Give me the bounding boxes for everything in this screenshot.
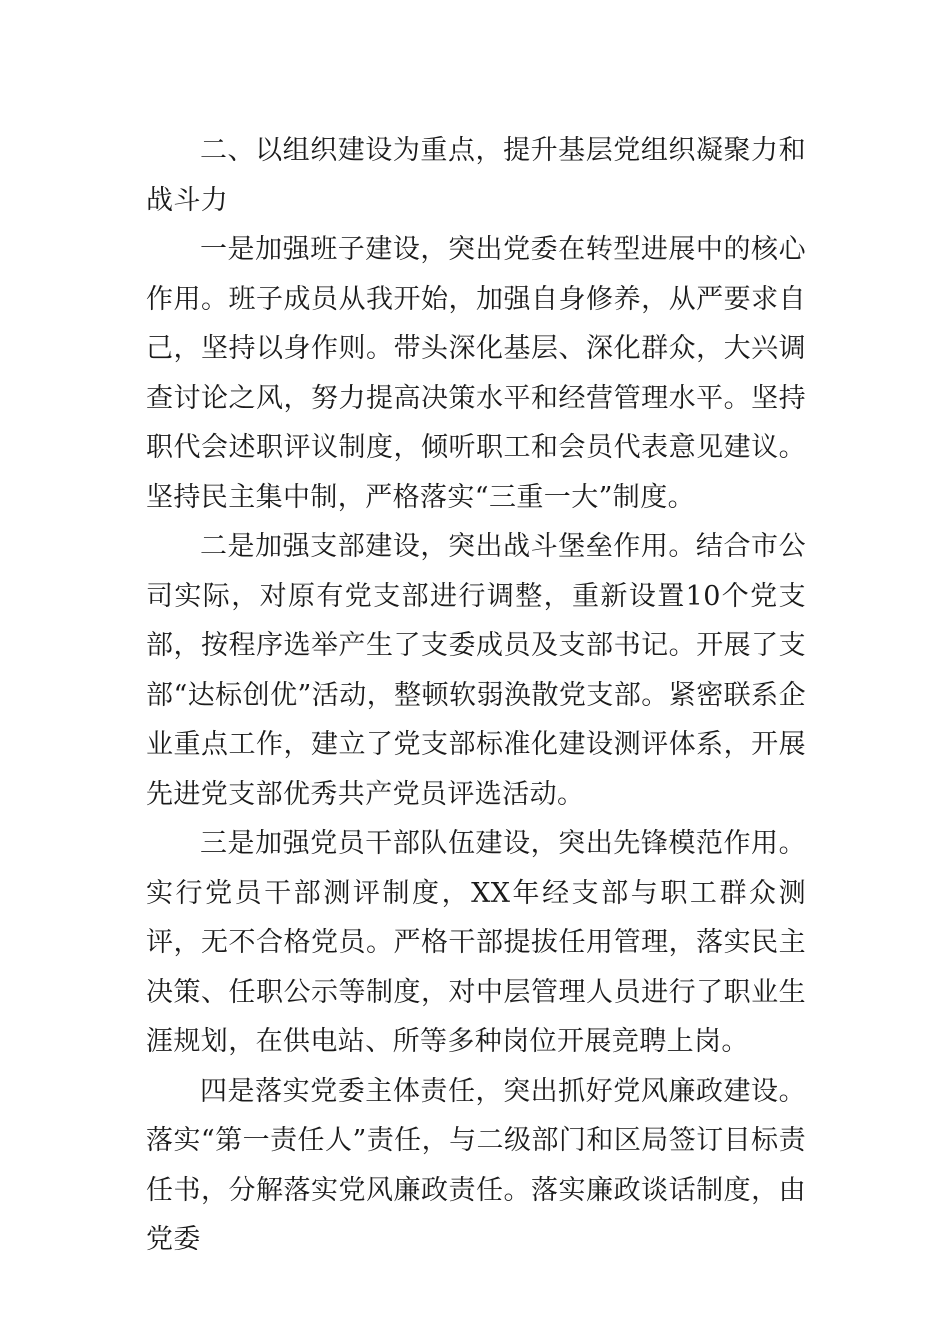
paragraph-branch-building: 二是加强支部建设，突出战斗堡垒作用。结合市公司实际，对原有党支部进行调整，重新设置10个党支部，按程序选举产生了支委成员及支部书记。开展了支部“达标创优”活动，整顿软弱涣散党支部。紧密联系企业重点工作，建立了党支部标准化建设测评体系，开展先进党支部优秀共产党员评选活动。 xyxy=(146,531,806,810)
paragraph-cadre-building: 三是加强党员干部队伍建设，突出先锋模范作用。实行党员干部测评制度，XX年经支部与职工群众测评，无不合格党员。严格干部提拔任用管理，落实民主决策、任职公示等制度，对中层管理人员进行了职业生涯规划，在供电站、所等多种岗位开展竞聘上岗。 xyxy=(146,828,806,1057)
document-body xyxy=(146,126,806,1265)
paragraph-team-building: 一是加强班子建设，突出党委在转型进展中的核心作用。班子成员从我开始，加强自身修养，从严要求自己，坚持以身作则。带头深化基层、深化群众，大兴调查讨论之风，努力提高决策水平和经营管理水平。坚持职代会述职评议制度，倾听职工和会员代表意见建议。坚持民主集中制，严格落实“三重一大”制度。 xyxy=(146,234,806,513)
paragraph-party-committee-responsibility: 四是落实党委主体责任，突出抓好党风廉政建设。落实“第一责任人”责任，与二级部门和区局签订目标责任书，分解落实党风廉政责任。落实廉政谈话制度，由党委 xyxy=(146,1075,806,1255)
section-heading: 二、以组织建设为重点，提升基层党组织凝聚力和战斗力 xyxy=(146,135,806,216)
